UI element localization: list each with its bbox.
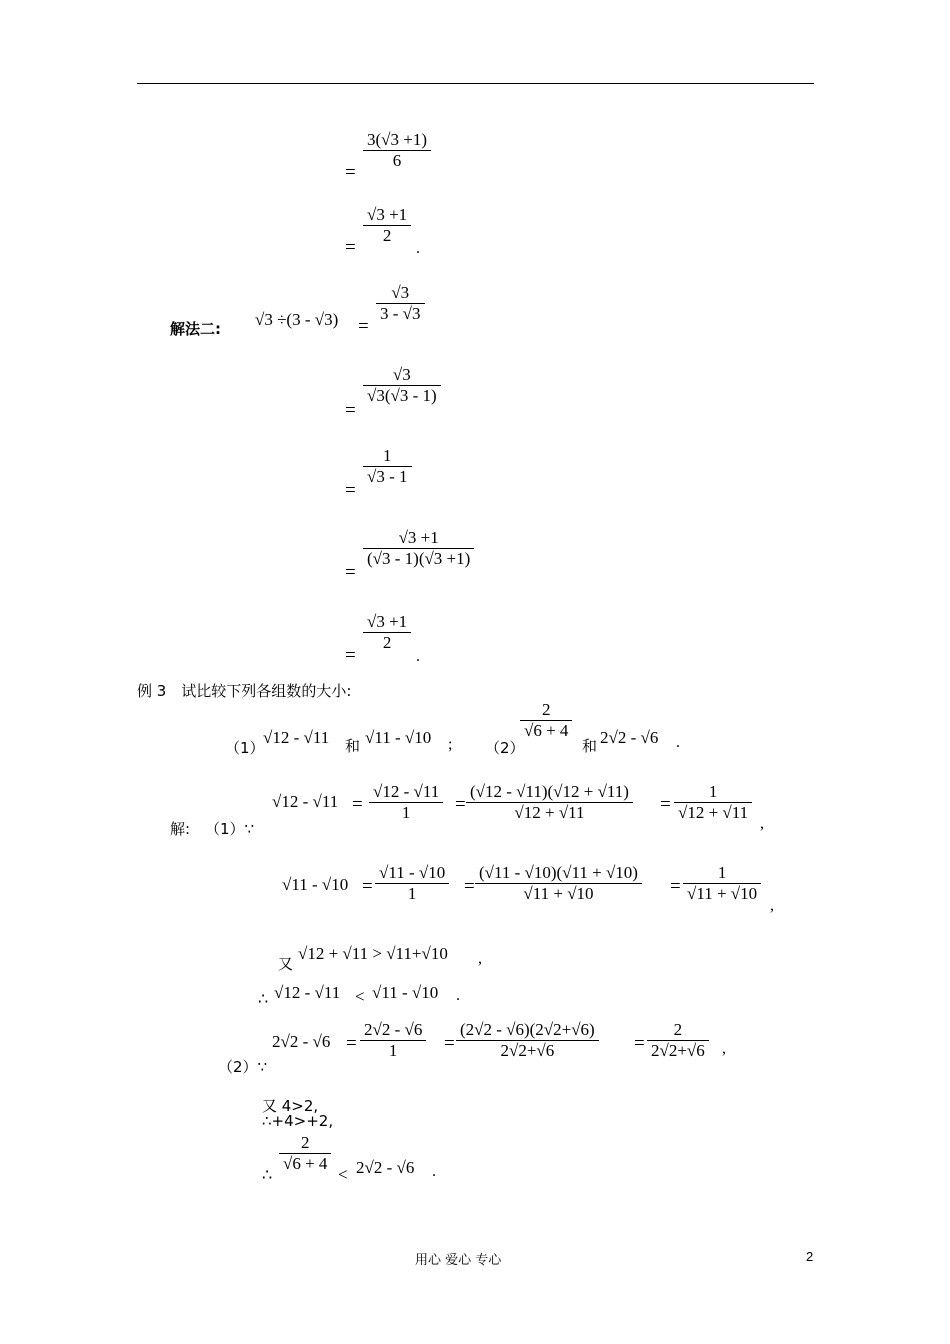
- equals-sign: =: [670, 876, 681, 897]
- equals-sign: =: [660, 794, 671, 815]
- fraction: [369, 782, 443, 823]
- equals-sign: =: [444, 1033, 455, 1054]
- therefore1-expr-b: √11 - √10: [372, 983, 439, 1002]
- also-label: 又: [278, 955, 294, 973]
- example3-title: 例 3 试比较下列各组数的大小:: [137, 682, 352, 700]
- denominator: (√3 - 1)(√3 +1): [367, 549, 471, 568]
- denominator: √11 + √10: [523, 884, 594, 903]
- denominator: 1: [388, 1041, 398, 1060]
- fraction: [363, 365, 441, 406]
- part2-and: 和: [582, 737, 598, 755]
- denominator: √3 - 1: [367, 467, 408, 486]
- denominator: 6: [392, 151, 402, 170]
- denominator: √11 + √10: [687, 884, 758, 903]
- denominator: 1: [401, 803, 411, 822]
- equals-sign: =: [345, 480, 356, 501]
- numerator: √3 +1: [367, 205, 408, 224]
- numerator: 1: [708, 782, 718, 801]
- denominator: 2√2+√6: [651, 1041, 705, 1060]
- fraction: [520, 700, 572, 741]
- denominator: 1: [407, 884, 417, 903]
- period: .: [416, 648, 420, 665]
- denominator: √6 + 4: [524, 721, 569, 740]
- method2-label: 解法二:: [170, 320, 221, 338]
- also-expr: √12 + √11 > √11+√10: [298, 944, 448, 963]
- row2-lhs: √11 - √10: [282, 875, 349, 894]
- page-number: 2: [806, 1249, 814, 1264]
- equals-sign: =: [362, 876, 373, 897]
- fraction: [363, 130, 431, 171]
- equals-sign: =: [345, 645, 356, 666]
- denominator: 3 - √3: [380, 304, 421, 323]
- numerator: √3: [392, 365, 411, 384]
- comma: ,: [770, 897, 774, 914]
- denominator: 2√2+√6: [500, 1041, 555, 1060]
- comma: ,: [722, 1040, 726, 1057]
- numerator: 2: [300, 1133, 310, 1152]
- part2-expr: 2√2 - √6: [600, 728, 659, 747]
- equals-sign: =: [352, 794, 363, 815]
- numerator: √3 +1: [398, 528, 439, 547]
- semicolon: ;: [448, 736, 453, 753]
- numerator: √12 - √11: [373, 782, 440, 801]
- comma: ,: [760, 815, 764, 832]
- part1-expr-b: √11 - √10: [365, 728, 432, 747]
- equals-sign: =: [455, 794, 466, 815]
- row1-lhs: √12 - √11: [272, 792, 339, 811]
- comma: ,: [478, 950, 482, 967]
- numerator: 3(√3 +1): [367, 130, 427, 149]
- fraction: [279, 1133, 331, 1174]
- numerator: 1: [717, 863, 727, 882]
- part2-prefix: （2）∵: [218, 1058, 268, 1076]
- denominator: √3(√3 - 1): [367, 386, 437, 405]
- therefore-symbol: ∴: [258, 991, 269, 1008]
- equals-sign: =: [346, 1033, 357, 1054]
- period: .: [676, 734, 680, 751]
- numerator: 1: [383, 446, 392, 465]
- numerator: √3: [391, 283, 410, 302]
- equals-sign: =: [345, 237, 356, 258]
- fraction: [363, 528, 474, 569]
- footer-text: 用心 爱心 专心: [415, 1253, 502, 1268]
- denominator: √6 + 4: [283, 1154, 328, 1173]
- fraction: [456, 1020, 599, 1061]
- denominator: √12 + √11: [678, 803, 749, 822]
- period: .: [456, 987, 460, 1004]
- fraction: [683, 863, 761, 904]
- part1-label: （1）: [225, 739, 265, 757]
- numerator: √11 - √10: [379, 863, 446, 882]
- denominator: 2: [382, 633, 392, 652]
- denominator: 2: [382, 226, 392, 245]
- numerator: (2√2 - √6)(2√2+√6): [460, 1020, 595, 1039]
- numerator: (√12 - √11)(√12 + √11): [470, 782, 629, 801]
- fraction: [363, 205, 411, 246]
- fraction: [466, 782, 633, 823]
- final-expr: 2√2 - √6: [356, 1158, 415, 1177]
- numerator: (√11 - √10)(√11 + √10): [479, 863, 638, 882]
- row3-lhs: 2√2 - √6: [272, 1032, 331, 1051]
- fraction: [375, 863, 449, 904]
- equals-sign: =: [345, 562, 356, 583]
- equals-sign: =: [634, 1033, 645, 1054]
- period: .: [432, 1163, 436, 1180]
- equals-sign: =: [464, 876, 475, 897]
- header-rule: [137, 83, 814, 84]
- fraction: [363, 612, 411, 653]
- part2-label: （2）: [485, 739, 525, 757]
- therefore2: ∴+4>+2,: [262, 1112, 334, 1130]
- numerator: 2: [541, 700, 551, 719]
- fraction: [475, 863, 642, 904]
- fraction: [360, 1020, 426, 1061]
- numerator: 2√2 - √6: [364, 1020, 423, 1039]
- denominator: √12 + √11: [514, 803, 585, 822]
- fraction: [376, 283, 425, 324]
- equals-sign: =: [358, 316, 369, 337]
- numerator: √3 +1: [367, 612, 408, 631]
- part1-prefix: （1）∵: [205, 820, 255, 838]
- method2-lhs: √3 ÷(3 - √3): [255, 310, 339, 329]
- therefore1-expr-a: √12 - √11: [274, 983, 341, 1002]
- part1-expr-a: √12 - √11: [263, 728, 330, 747]
- fraction: [363, 446, 412, 487]
- fraction: [674, 782, 752, 823]
- equals-sign: =: [345, 400, 356, 421]
- equals-sign: =: [345, 162, 356, 183]
- also2: 又 4>2,: [262, 1097, 319, 1115]
- numerator: 2: [673, 1020, 683, 1039]
- part1-and: 和: [345, 737, 361, 755]
- fraction: [647, 1020, 709, 1061]
- solution-label: 解:: [170, 820, 191, 838]
- therefore-symbol: ∴: [262, 1167, 273, 1184]
- period: .: [416, 240, 420, 257]
- less-than: <: [355, 987, 365, 1006]
- less-than: <: [338, 1165, 348, 1184]
